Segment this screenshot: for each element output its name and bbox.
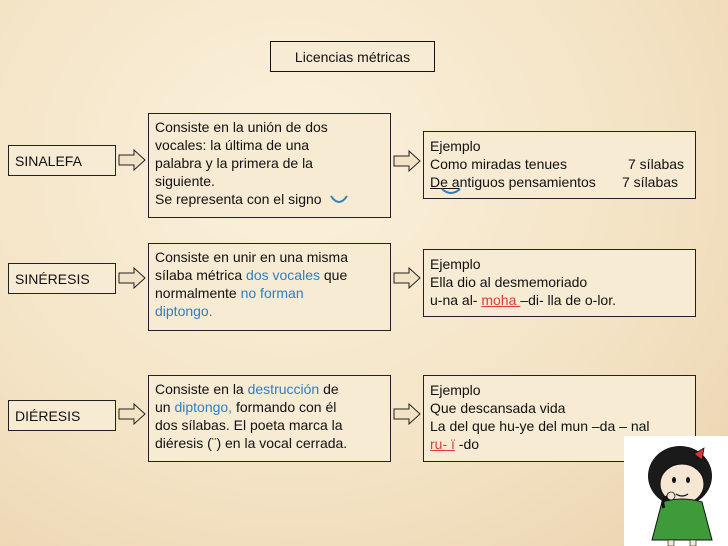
- example-line: Ella dio al desmemoriado: [430, 274, 588, 290]
- definition-text: Se representa con el signo: [155, 191, 322, 207]
- example-line: [430, 155, 689, 173]
- dieresis-label: DIÉRESIS: [15, 407, 81, 424]
- sineresis-label: SINÉRESIS: [15, 270, 90, 287]
- sinalefa-label: SINALEFA: [15, 152, 82, 169]
- definition-highlight: diptongo.: [155, 303, 213, 319]
- example-verse: u-na al-: [430, 292, 482, 308]
- sineresis-example: [423, 249, 696, 317]
- arrow-icon: [118, 149, 146, 171]
- definition-line: diéresis (¨) en la vocal cerrada.: [155, 435, 348, 451]
- definition-line: [155, 190, 384, 208]
- sinalefa-example: [423, 131, 696, 199]
- sinalefa-mark-icon: [440, 187, 462, 197]
- sineresis-definition: [148, 243, 391, 331]
- definition-line: siguiente.: [155, 173, 215, 189]
- definition-line: Consiste en la unión de dos: [155, 119, 328, 135]
- example-verse: -do: [454, 436, 480, 452]
- arrow-icon: [118, 403, 146, 425]
- definition-text: que: [319, 267, 348, 283]
- definition-highlight: diptongo,: [174, 399, 233, 415]
- arrow-icon: [393, 403, 421, 425]
- syllable-count: 7 sílabas: [622, 174, 679, 190]
- example-verse-start: D: [430, 174, 441, 190]
- definition-text: de: [319, 381, 339, 397]
- definition-highlight: destrucción: [247, 381, 320, 397]
- sinalefa-label-box: [8, 145, 116, 176]
- example-line: Que descansada vida: [430, 400, 566, 416]
- definition-text: formando con él: [232, 399, 337, 415]
- definition-line: [155, 380, 384, 398]
- definition-line: [155, 398, 384, 416]
- sinalefa-definition: [148, 113, 391, 218]
- sineresis-label-box: [8, 263, 116, 294]
- example-verse-rest: ntiguos pensamientos: [459, 174, 596, 190]
- definition-text: un: [155, 399, 175, 415]
- title-text: Licencias métricas: [294, 48, 411, 65]
- definition-line: [155, 266, 384, 284]
- example-highlight: ru- ï: [430, 436, 455, 452]
- definition-line: dos sílabas. El poeta marca la: [155, 417, 343, 433]
- dieresis-definition: [148, 375, 391, 462]
- example-line: [430, 291, 689, 309]
- definition-line: [155, 284, 384, 302]
- definition-highlight: no forman: [240, 285, 304, 301]
- example-verse: –di- lla de o-lor.: [520, 292, 616, 308]
- example-line: La del que hu-ye del mun –da – nal: [430, 418, 650, 434]
- cartoon-girl-illustration: [624, 436, 728, 546]
- definition-line: palabra y la primera de la: [155, 155, 313, 171]
- example-verse-joined: e a: [440, 174, 460, 190]
- syllable-count: 7 sílabas: [628, 156, 685, 172]
- definition-highlight: dos vocales: [246, 267, 320, 283]
- example-heading: Ejemplo: [430, 256, 481, 272]
- definition-line: vocales: la última de una: [155, 137, 310, 153]
- dieresis-label-box: [8, 400, 116, 431]
- example-highlight: moha: [481, 292, 521, 308]
- sinalefa-sign-icon: [329, 194, 349, 206]
- example-heading: Ejemplo: [430, 382, 481, 398]
- arrow-icon: [393, 150, 421, 172]
- arrow-icon: [118, 267, 146, 289]
- example-heading: Ejemplo: [430, 138, 481, 154]
- example-line: [430, 173, 689, 191]
- definition-text: Consiste en la: [155, 381, 248, 397]
- definition-line: Consiste en unir en una misma: [155, 249, 348, 265]
- arrow-icon: [393, 267, 421, 289]
- definition-text: sílaba métrica: [155, 267, 247, 283]
- example-verse: Como miradas tenues: [430, 156, 567, 172]
- definition-text: normalmente: [155, 285, 241, 301]
- page-title: [270, 41, 435, 72]
